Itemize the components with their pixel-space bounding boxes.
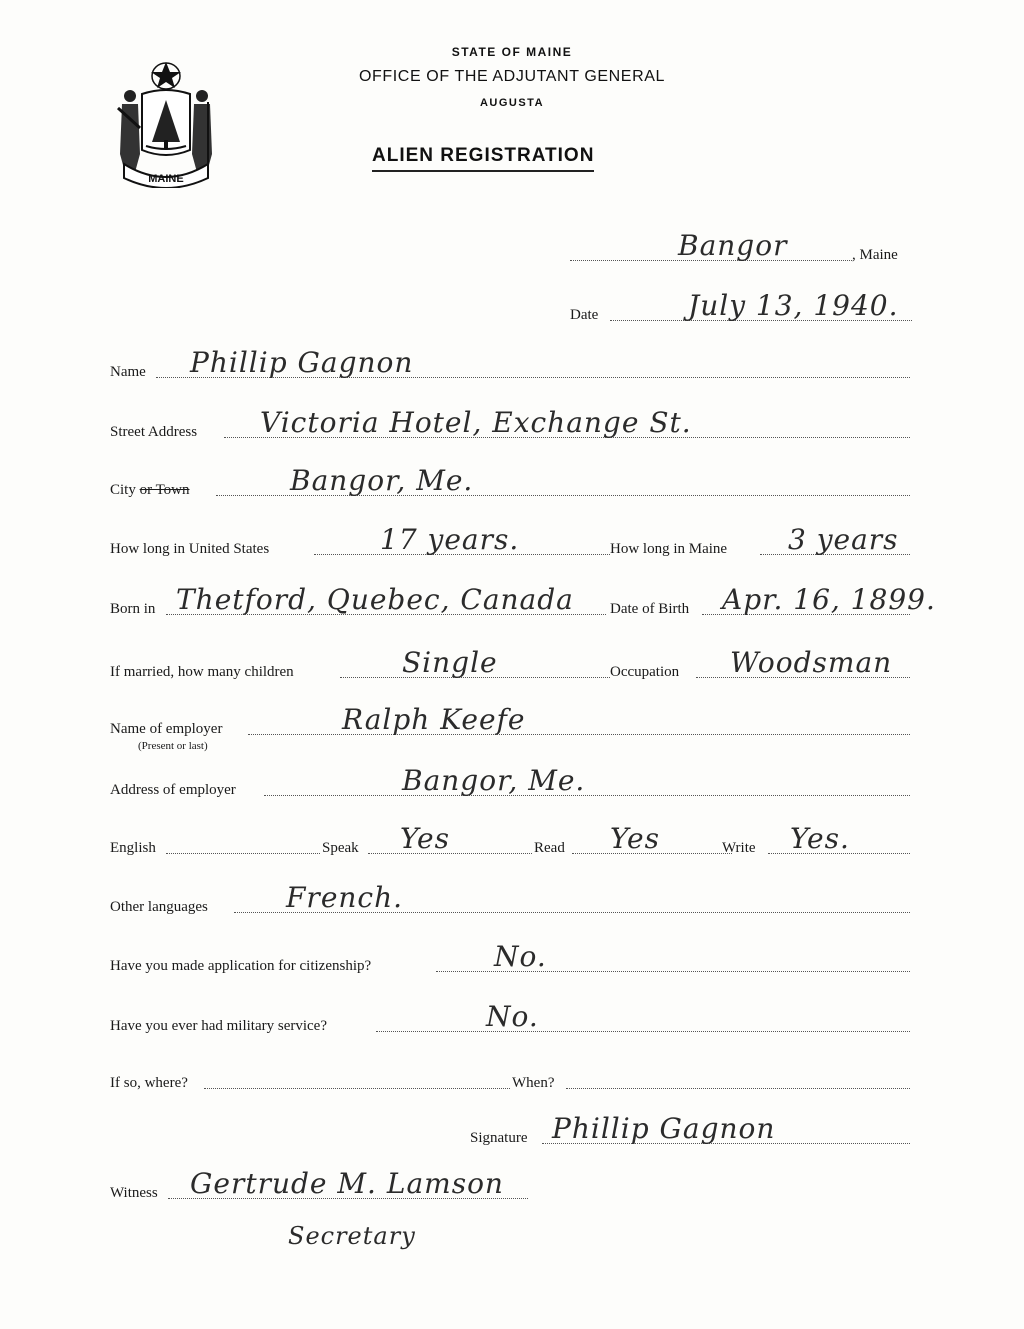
maine-stay-value: 3 years (788, 523, 899, 556)
dob-label: Date of Birth (610, 601, 690, 617)
read-label: Read (534, 840, 565, 856)
where-row (110, 1052, 914, 1092)
dob-value: Apr. 16, 1899. (722, 583, 936, 616)
signature-label: Signature (470, 1130, 528, 1146)
city-label: City or Town (110, 482, 190, 498)
other-languages-value: French. (286, 881, 404, 914)
place-value: Bangor (678, 229, 788, 262)
when-label: When? (512, 1075, 555, 1091)
employer-address-value: Bangor, Me. (402, 764, 586, 797)
employer-label: Name of employer (110, 721, 223, 737)
employer-address-row (110, 759, 914, 799)
birth-row (110, 578, 936, 618)
state-heading: STATE OF MAINE (451, 45, 573, 59)
form-title: ALIEN REGISTRATION (372, 145, 594, 172)
read-value: Yes (610, 822, 660, 855)
witness-row (110, 1162, 550, 1202)
witness-value: Gertrude M. Lamson (190, 1167, 504, 1200)
name-value: Phillip Gagnon (190, 346, 414, 379)
maine-stay-label: How long in Maine (610, 541, 728, 557)
office-heading: OFFICE OF THE ADJUTANT GENERAL (358, 68, 666, 85)
occupation-label: Occupation (610, 664, 680, 680)
employer-note: (Present or last) (138, 740, 208, 752)
name-label: Name (110, 364, 146, 380)
military-value: No. (486, 1000, 539, 1033)
witness-title: Secretary (288, 1222, 416, 1250)
city-value: Bangor, Me. (290, 464, 474, 497)
place-suffix: , Maine (852, 247, 898, 263)
signature-row (470, 1107, 914, 1147)
born-label: Born in (110, 601, 156, 617)
employer-address-label: Address of employer (110, 782, 236, 798)
signature-value: Phillip Gagnon (552, 1112, 776, 1145)
english-row (110, 817, 914, 857)
witness-label: Witness (110, 1185, 158, 1201)
seal-lettering: MAINE (148, 173, 184, 185)
citizenship-label: Have you made application for citizenship? (110, 958, 372, 974)
write-value: Yes. (790, 822, 850, 855)
name-row (110, 341, 914, 381)
maine-seal-icon (112, 58, 220, 188)
children-label: If married, how many children (110, 664, 294, 680)
employer-value: Ralph Keefe (342, 703, 526, 736)
children-value: Single (402, 646, 498, 679)
where-label: If so, where? (110, 1075, 188, 1091)
us-stay-label: How long in United States (110, 541, 270, 557)
citizenship-row (110, 935, 914, 975)
english-label: English (110, 840, 156, 856)
write-label: Write (722, 840, 756, 856)
place-row (570, 224, 914, 264)
other-languages-label: Other languages (110, 899, 208, 915)
street-value: Victoria Hotel, Exchange St. (260, 406, 692, 439)
born-value: Thetford, Quebec, Canada (176, 583, 574, 616)
employer-row (110, 698, 914, 738)
date-row (570, 284, 914, 324)
speak-value: Yes (400, 822, 450, 855)
military-row (110, 995, 914, 1035)
us-stay-value: 17 years. (380, 523, 520, 556)
occupation-value: Woodsman (730, 646, 893, 679)
military-label: Have you ever had military service? (110, 1018, 327, 1034)
date-label: Date (570, 307, 599, 323)
city-heading: AUGUSTA (479, 97, 545, 109)
other-languages-row (110, 876, 914, 916)
residence-row (110, 518, 914, 558)
city-row (110, 459, 914, 499)
speak-label: Speak (322, 840, 359, 856)
date-value: July 13, 1940. (688, 289, 899, 322)
street-label: Street Address (110, 424, 198, 440)
citizenship-value: No. (494, 940, 547, 973)
family-row (110, 641, 914, 681)
street-row (110, 401, 914, 441)
